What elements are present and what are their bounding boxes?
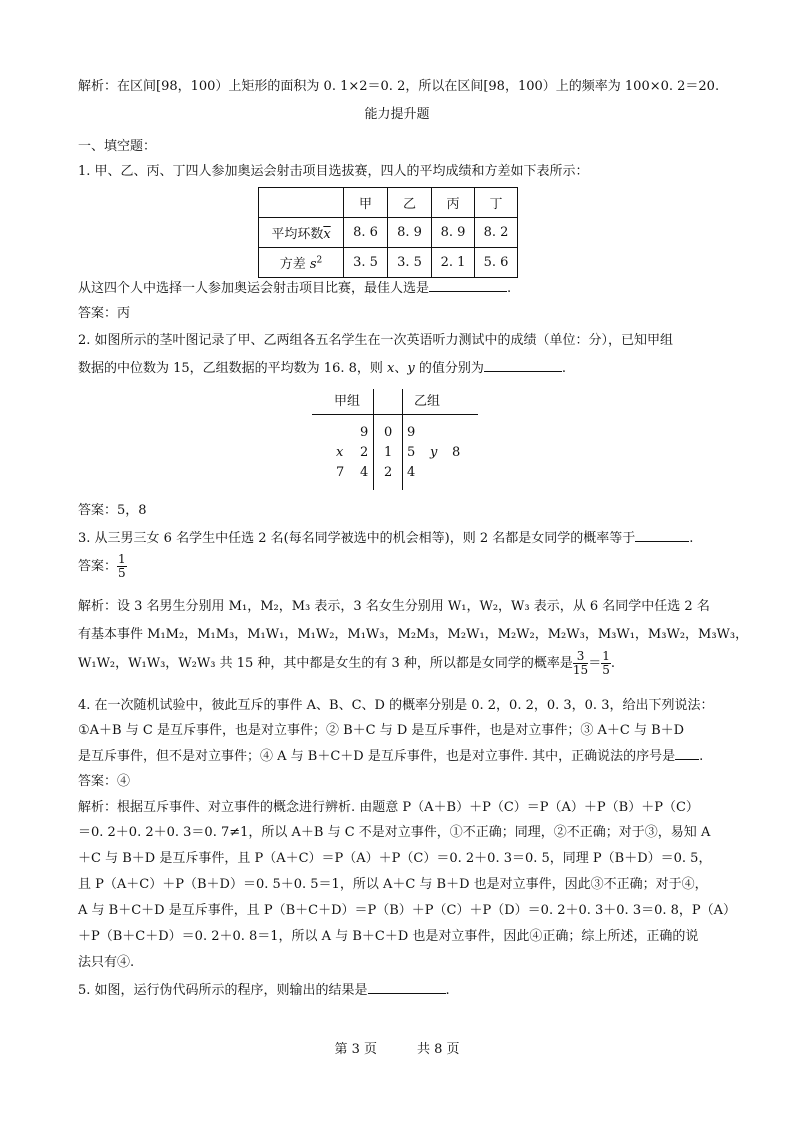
left-header: 甲组 xyxy=(334,394,361,409)
page-number: 第 3 页 xyxy=(334,1042,377,1057)
leaf-value: 2 xyxy=(360,445,369,460)
table-row-label xyxy=(259,248,344,278)
fraction xyxy=(573,650,588,677)
stem-hline xyxy=(312,414,478,415)
stem-value: 1 xyxy=(384,445,393,460)
answer-blank xyxy=(368,981,446,994)
table-header-cell: 乙 xyxy=(388,188,432,218)
q4-line: ①A＋B 与 C 是互斥事件，也是对立事件；② B＋C 与 D 是互斥事件，也是对立事件；③ A＋C 与 B＋D xyxy=(78,723,685,738)
leaf-value: 4 xyxy=(360,465,369,480)
table-cell: 3. 5 xyxy=(344,248,388,278)
right-header: 乙组 xyxy=(414,394,441,409)
score-table xyxy=(258,187,518,278)
q3-text-body: 3. 从三男三女 6 名学生中任选 2 名(每名同学被选中的机会相等)，则 2 名都是女同学的概率等于 xyxy=(78,531,636,546)
variance-exponent: 2 xyxy=(316,255,323,266)
q4-line: 是互斥事件，但不是对立事件；④ A 与 B＋C＋D 是互斥事件，也是对立事件. 其中，正确说法的序号是 . xyxy=(78,749,704,764)
q4-analysis-line: 法只有④. xyxy=(78,955,135,970)
leaf-value: 4 xyxy=(407,465,416,480)
fraction xyxy=(601,650,611,677)
q3-analysis-text: W₁W₂，W₁W₃，W₂W₃ 共 15 种，其中都是女生的有 3 种，所以都是女同学的概率是 xyxy=(78,656,573,671)
leaf-value: x xyxy=(336,445,344,460)
table-header-cell: 甲 xyxy=(344,188,388,218)
answer-blank xyxy=(484,359,562,372)
q5-text-body: 5. 如图，运行伪代码所示的程序，则输出的结果是 xyxy=(78,983,368,998)
period: . xyxy=(610,656,615,671)
table-cell: 3. 5 xyxy=(388,248,432,278)
fraction-numerator: 1 xyxy=(602,649,610,663)
mean-symbol: $\overline{x}$ xyxy=(323,227,331,242)
stem-vline-left xyxy=(373,389,374,490)
table-header-row xyxy=(259,188,518,218)
q1-after: 从这四个人中选择一人参加奥运会射击项目比赛，最佳人选是 . xyxy=(78,281,512,296)
fraction-denominator: 5 xyxy=(602,663,610,677)
table-corner-cell xyxy=(259,188,344,218)
leaf-value: 8 xyxy=(452,445,461,460)
variance-symbol: s xyxy=(309,257,317,272)
q2-line2-tail: 的值分别为 xyxy=(414,361,484,376)
leaf-value: 5 xyxy=(407,445,416,460)
q2-line2: 数据的中位数为 15，乙组数据的平均数为 16. 8，则 x、y 的值分别为 . xyxy=(78,361,567,376)
table-cell: 2. 1 xyxy=(432,248,475,278)
q4-answer: 答案：④ xyxy=(78,774,131,789)
q3-analysis-line xyxy=(78,647,615,681)
fraction-denominator: 5 xyxy=(118,566,126,580)
q4-analysis-line: ＋P（B＋C＋D）＝0. 2＋0. 8＝1，所以 A 与 B＋C＋D 也是对立事件，因此④正确；综上所述，正确的说 xyxy=(78,929,699,944)
q4-analysis-line: ＝0. 2＋0. 2＋0. 3＝0. 7≠1，所以 A＋B 与 C 不是对立事件，①不正确；同理，②不正确；对于③，易知 A xyxy=(78,825,711,840)
fraction-numerator: 1 xyxy=(118,552,126,566)
fraction-denominator: 15 xyxy=(572,663,589,677)
leaf-value: y xyxy=(430,445,438,460)
answer-blank xyxy=(675,747,699,760)
fraction-numerator: 3 xyxy=(573,650,588,664)
q4-analysis-line: ＋C 与 B＋D 是互斥事件，且 P（A＋C）＝P（A）＋P（C）＝0. 2＋0. 3＝0. 5，同理 P（B＋D）＝0. 5， xyxy=(78,851,712,866)
answer-blank xyxy=(635,529,689,542)
q3-analysis-line: 有基本事件 M₁M₂，M₁M₃，M₁W₁，M₁W₂，M₁W₃，M₂M₃，M₂W₁，M₂W₂，M₂W₃，M₃W₁，M₃W₂，M₃W₃， xyxy=(78,627,749,642)
row-label-text: 平均环数 xyxy=(271,227,324,242)
table-row xyxy=(259,218,518,248)
stem-value: 2 xyxy=(384,465,393,480)
page-footer xyxy=(0,1041,794,1059)
table-cell: 8. 9 xyxy=(388,218,432,248)
q4-analysis-line: A 与 B＋C＋D 是互斥事件，且 P（B＋C＋D）＝P（B）＋P（C）＋P（D）＝0. 2＋0. 3＋0. 3＝0. 8，P（A） xyxy=(78,903,737,918)
q3-answer xyxy=(78,547,127,587)
stem-value: 0 xyxy=(384,425,393,440)
q3-text: 3. 从三男三女 6 名学生中任选 2 名(每名同学被选中的机会相等)，则 2 名都是女同学的概率等于 . xyxy=(78,531,694,546)
var-y: y xyxy=(407,361,415,376)
table-cell: 8. 9 xyxy=(432,218,475,248)
answer-blank xyxy=(429,279,507,292)
table-row xyxy=(259,248,518,278)
q1-answer: 答案：丙 xyxy=(78,306,131,321)
stem-vline-right xyxy=(402,389,403,490)
q3-analysis-line: 解析：设 3 名男生分别用 M₁，M₂，M₃ 表示，3 名女生分别用 W₁，W₂，W₃ 表示，从 6 名同学中任选 2 名 xyxy=(78,599,710,614)
top-analysis: 解析：在区间[98，100）上矩形的面积为 0. 1×2＝0. 2，所以在区间[98，100）上的频率为 100×0. 2＝20. xyxy=(78,79,720,94)
q4-line3-text: 是互斥事件，但不是对立事件；④ A 与 B＋C＋D 是互斥事件，也是对立事件. 其中，正确说法的序号是 xyxy=(78,749,676,764)
q4-line: 4. 在一次随机试验中，彼此互斥的事件 A、B、C、D 的概率分别是 0. 2，0. 2，0. 3，0. 3，给出下列说法： xyxy=(78,698,714,713)
table-cell: 8. 2 xyxy=(475,218,518,248)
q4-analysis-line: 且 P（A＋C）＋P（B＋D）＝0. 5＋0. 5＝1，所以 A＋C 与 B＋D 也是对立事件，因此③不正确；对于④， xyxy=(78,877,708,892)
page-total: 共 8 页 xyxy=(417,1042,460,1057)
q2-line2-text: 数据的中位数为 15，乙组数据的平均数为 16. 8，则 xyxy=(78,361,383,376)
leaf-value: 9 xyxy=(407,425,416,440)
equals-sign: ＝ xyxy=(588,656,602,671)
q2-answer: 答案：5，8 xyxy=(78,503,147,518)
table-cell: 5. 6 xyxy=(475,248,518,278)
table-header-cell: 丁 xyxy=(475,188,518,218)
section-title: 能力提升题 xyxy=(364,107,430,122)
table-row-label xyxy=(259,218,344,248)
part-heading: 一、填空题： xyxy=(78,139,157,154)
q2-line1: 2. 如图所示的茎叶图记录了甲、乙两组各五名学生在一次英语听力测试中的成绩（单位：分），已知甲组 xyxy=(78,333,674,348)
leaf-value: 7 xyxy=(336,465,345,480)
var-x: x xyxy=(387,361,395,376)
leaf-value: 9 xyxy=(360,425,369,440)
q4-analysis-line: 解析：根据互斥事件、对立事件的概念进行辨析. 由题意 P（A＋B）＋P（C）＝P（A）＋P（B）＋P（C） xyxy=(78,800,699,815)
q2-sep: 、 xyxy=(394,361,408,376)
q1-text: 1. 甲、乙、丙、丁四人参加奥运会射击项目选拔赛，四人的平均成绩和方差如下表所示： xyxy=(78,164,589,179)
table-cell: 8. 6 xyxy=(344,218,388,248)
table-header-cell: 丙 xyxy=(432,188,475,218)
row-label-text: 方差 xyxy=(279,257,306,272)
answer-fraction xyxy=(117,553,127,580)
q5-text: 5. 如图，运行伪代码所示的程序，则输出的结果是 . xyxy=(78,983,450,998)
answer-label: 答案： xyxy=(78,559,118,574)
q1-after-text: 从这四个人中选择一人参加奥运会射击项目比赛，最佳人选是 xyxy=(78,281,430,296)
